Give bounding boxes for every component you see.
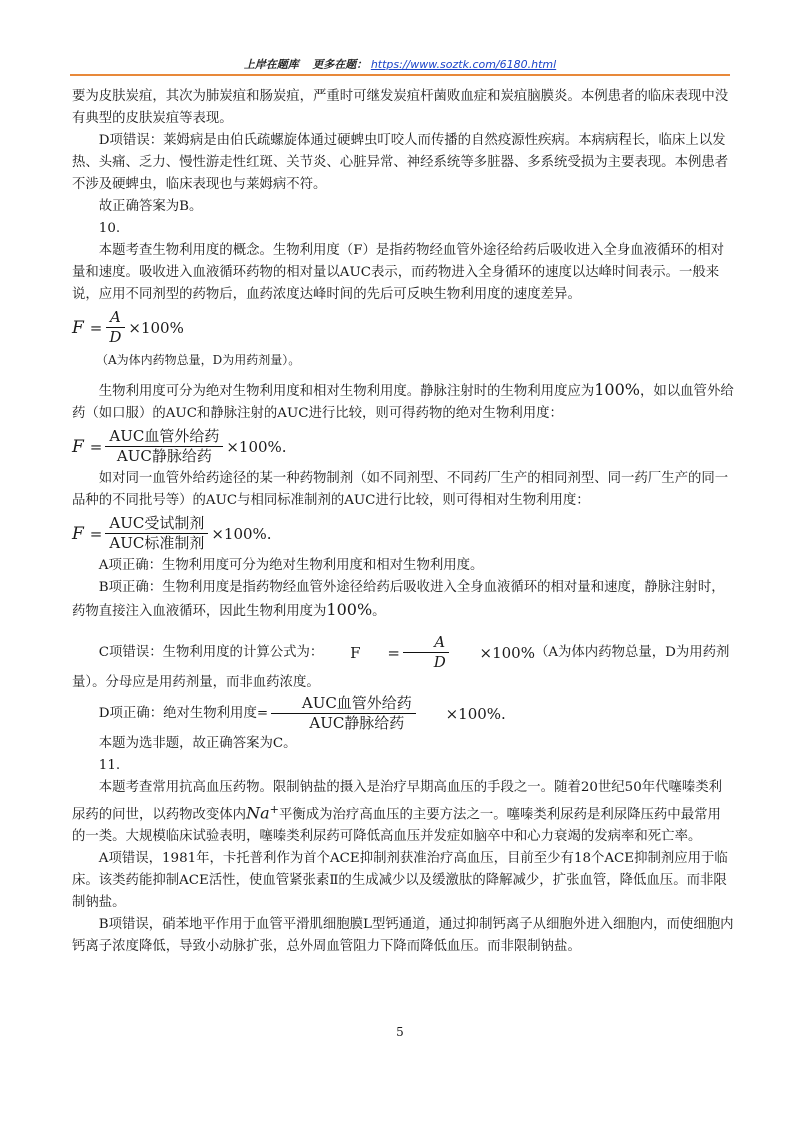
formula-note: （A为体内药物总量，D为用药剂量）。 — [96, 353, 301, 367]
formula-symbol: F — [72, 436, 84, 457]
fraction-denominator: AUC标准制剂 — [109, 534, 205, 552]
option-b — [72, 577, 734, 623]
paragraph: 故正确答案为B。 — [98, 199, 203, 214]
percent-value: 100% — [594, 380, 640, 399]
fraction — [403, 633, 450, 672]
text-run: C项错误：生物利用度的计算公式为： — [98, 645, 324, 660]
text-run: D项正确：绝对生物利用度= — [98, 706, 269, 721]
fraction — [105, 427, 223, 466]
fraction — [105, 308, 125, 347]
paragraph: 要为皮肤炭疽，其次为肺炭疽和肠炭疽，严重时可继发炭疽杆菌败血症和炭疽脑膜炎。本例患者的临床表现中没有典型的皮肤炭疽等表现。 — [72, 89, 729, 126]
fraction-denominator: D — [433, 653, 446, 671]
fraction-numerator: AUC血管外给药 — [271, 694, 416, 714]
fraction-numerator: A — [403, 633, 449, 653]
option-d — [72, 694, 734, 733]
charge-symbol: + — [269, 803, 279, 816]
formula-equals: = — [89, 318, 103, 337]
paragraph: D项错误：莱姆病是由伯氏疏螺旋体通过硬蜱虫叮咬人而传播的自然疫源性疾病。本病病程长，临床上以发热、头痛、乏力、慢性游走性红斑、关节炎、心脏异常、神经系统等多脏器、多系统受损为主要表现。本例患者不涉及硬蜱虫，临床表现也与莱姆病不符。 — [72, 133, 729, 192]
header-link[interactable]: https://www.soztk.com/6180.html — [370, 58, 557, 71]
paragraph — [72, 777, 734, 848]
percent-value: 100% — [326, 600, 373, 619]
question-number: 11. — [98, 758, 121, 773]
page-header — [70, 56, 730, 72]
paragraph: B项错误，硝苯地平作用于血管平滑肌细胞膜L型钙通道，通过抑制钙离子从细胞外进入细胞内，而使细胞内钙离子浓度降低，导致小动脉扩张，总外周血管阻力下降而降低血压。而非限制钠盐。 — [72, 917, 734, 955]
formula-equals: = — [387, 643, 400, 662]
formula-factor: ×100%. — [226, 437, 287, 456]
fraction-numerator: AUC血管外给药 — [105, 427, 223, 447]
text-run: B项正确：生物利用度是指药物经血管外途径给药后吸收进入全身血液循环的相对量和速度，静脉注射时，药物直接注入血液循环，因此生物利用度为 — [72, 580, 725, 619]
paragraph: 如对同一血管外给药途径的某一种药物制剂（如不同剂型、不同药厂生产的相同剂型、同一药厂生产的同一品种的不同批号等）的AUC与相同标准制剂的AUC进行比较，则可得相对生物利用度： — [72, 471, 729, 508]
paragraph: 本题为选非题，故正确答案为C。 — [98, 736, 297, 751]
fraction-denominator: AUC静脉给药 — [309, 714, 405, 732]
formula-relative — [72, 514, 734, 553]
formula-factor: ×100%. — [445, 704, 506, 723]
formula-bioavailability — [72, 308, 734, 347]
option-c — [72, 633, 734, 694]
fraction — [105, 514, 208, 553]
text-run: ，如以血管外给药（如口服）的AUC和静脉注射的AUC进行比较，则可得药物的绝对生物利用度： — [72, 384, 734, 421]
fraction-numerator: A — [106, 308, 125, 328]
paragraph: A项错误，1981年，卡托普利作为首个ACE抑制剂获准治疗高血压，目前至少有18个ACE抑制剂应用于临床。该类药能抑制ACE活性，使血管紧张素Ⅱ的生成减少以及缓激肽的降解减少，扩张血管，降低血压。而非限制钠盐。 — [72, 851, 728, 911]
paragraph — [72, 379, 734, 425]
formula-symbol: F — [72, 523, 84, 544]
formula-factor: ×100%. — [211, 524, 272, 543]
formula-equals: = — [89, 524, 103, 543]
formula-factor: ×100% — [479, 643, 535, 662]
fraction-denominator: AUC静脉给药 — [116, 447, 212, 465]
header-site-name: 上岸在题库 — [243, 58, 299, 71]
page-number: 5 — [396, 1025, 404, 1039]
paragraph: 本题考查生物利用度的概念。生物利用度（F）是指药物经血管外途径给药后吸收进入全身血液循环的相对量和速度。吸收进入血液循环药物的相对量以AUC表示，而药物进入全身循环的速度以达峰时间表示。一般来说，应用不同剂型的药物后，血药浓度达峰时间的先后可反映生物利用度的速度差异。 — [72, 243, 725, 302]
fraction-denominator: D — [109, 328, 122, 346]
formula-symbol: F — [72, 317, 84, 338]
fraction — [271, 694, 416, 733]
document-body — [72, 86, 734, 958]
text-run: 本题考查常用抗高血压药物。限制钠盐的摄入是治疗早期高血压的手段之一。随着20世纪50年代噻嗪类利尿药的问世，以药物改变体内 — [72, 780, 723, 823]
text-run: （A为体内药物总量，D为用药剂量）。分母应是用药剂量，而非血药浓度。 — [72, 645, 730, 690]
header-rule — [70, 74, 730, 76]
option-a: A项正确：生物利用度可分为绝对生物利用度和相对生物利用度。 — [98, 558, 484, 573]
formula-symbol: F — [350, 643, 361, 662]
inline-formula — [268, 694, 506, 733]
sodium-symbol: Na — [246, 803, 270, 823]
fraction-numerator: AUC受试制剂 — [105, 514, 208, 534]
header-prefix: 更多在题： — [312, 58, 368, 71]
text-run: 。 — [372, 604, 386, 619]
formula-factor: ×100% — [128, 318, 184, 337]
inline-formula — [323, 633, 535, 672]
text-run: 生物利用度可分为绝对生物利用度和相对生物利用度。静脉注射时的生物利用度应为 — [98, 384, 595, 399]
formula-absolute — [72, 427, 734, 466]
question-number: 10. — [98, 221, 121, 236]
text-run: 平衡成为治疗高血压的主要方法之一。噻嗪类利尿药是利尿降压药中最常用的一类。大规模临床试验表明，噻嗪类利尿药可降低高血压并发症如脑卒中和心力衰竭的发病率和死亡率。 — [72, 807, 721, 845]
formula-equals: = — [89, 437, 103, 456]
